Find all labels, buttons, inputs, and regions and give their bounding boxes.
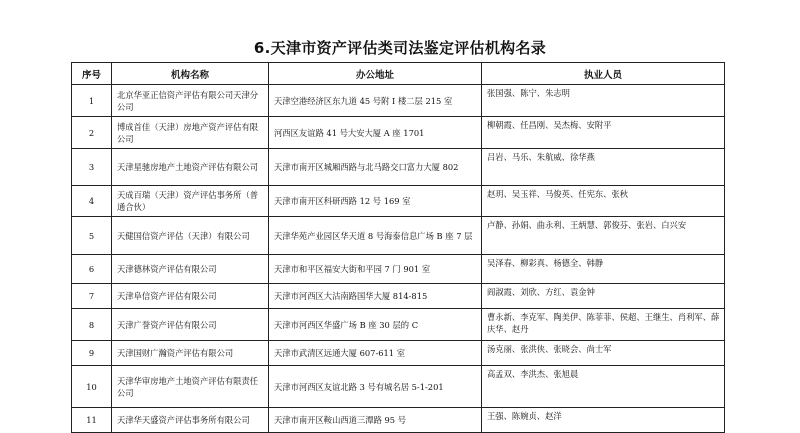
table-row (72, 186, 725, 217)
cell-name: 天津阜信资产评估有限公司 (112, 284, 269, 309)
cell-staff: 阎淑霞、刘欣、方红、袁金钟 (482, 284, 725, 309)
cell-no: 8 (72, 309, 112, 341)
cell-no: 6 (72, 255, 112, 284)
cell-staff: 卢静、孙娟、曲永利、王炳慧、郭俊芬、张岩、白兴安 (482, 217, 725, 255)
cell-staff: 张国强、陈宁、朱志明 (482, 85, 725, 117)
cell-no: 2 (72, 117, 112, 149)
cell-name: 天津星驰房地产土地资产评估有限公司 (112, 149, 269, 186)
cell-name: 天成百瑞（天津）资产评估事务所（普通合伙） (112, 186, 269, 217)
cell-address: 天津华苑产业园区华天道 8 号海泰信息广场 B 座 7 层 (269, 217, 482, 255)
cell-staff: 高孟双、李洪杰、张旭晨 (482, 366, 725, 408)
table-row (72, 284, 725, 309)
table-row (72, 217, 725, 255)
cell-address: 天津市武清区远通大厦 607-611 室 (269, 341, 482, 366)
cell-address: 天津市和平区福安大街和平园 7 门 901 室 (269, 255, 482, 284)
cell-address: 天津市河西区华盛广场 B 座 30 层的 C (269, 309, 482, 341)
cell-name: 天津华天盛资产评估事务所有限公司 (112, 408, 269, 433)
cell-staff: 吕岩、马乐、朱航威、徐华燕 (482, 149, 725, 186)
cell-address: 河西区友谊路 41 号大安大厦 A 座 1701 (269, 117, 482, 149)
table-row (72, 408, 725, 433)
cell-address: 天津市南开区科研西路 12 号 169 室 (269, 186, 482, 217)
table-row (72, 117, 725, 149)
cell-name: 天津德林资产评估有限公司 (112, 255, 269, 284)
cell-staff: 汤克丽、张洪侠、张晓会、尚士军 (482, 341, 725, 366)
header-name: 机构名称 (112, 63, 269, 85)
cell-staff: 曹永新、李克军、陶美伊、陈菲菲、侯超、王继生、肖利军、薛庆华、赵丹 (482, 309, 725, 341)
page-title: 6.天津市资产评估类司法鉴定评估机构名录 (253, 39, 547, 57)
cell-name: 北京华亚正信资产评估有限公司天津分公司 (112, 85, 269, 117)
cell-name: 天津广誉资产评估有限公司 (112, 309, 269, 341)
header-staff: 执业人员 (482, 63, 725, 85)
cell-address: 天津市南开区鞍山西道三潭路 95 号 (269, 408, 482, 433)
cell-no: 7 (72, 284, 112, 309)
cell-address: 天津空港经济区东九道 45 号附 I 楼二层 215 室 (269, 85, 482, 117)
table-row (72, 366, 725, 408)
cell-name: 天津华审房地产土地资产评估有限责任公司 (112, 366, 269, 408)
table-row (72, 85, 725, 117)
cell-no: 9 (72, 341, 112, 366)
institution-table (71, 62, 725, 433)
cell-address: 天津市河西区大沽南路国华大厦 814-815 (269, 284, 482, 309)
cell-no: 3 (72, 149, 112, 186)
cell-name: 天津国财广瀚资产评估有限公司 (112, 341, 269, 366)
cell-staff: 赵玥、吴玉祥、马俊英、任宪东、张秋 (482, 186, 725, 217)
table-header-row (72, 63, 725, 85)
cell-no: 4 (72, 186, 112, 217)
cell-no: 11 (72, 408, 112, 433)
cell-staff: 柳朝霞、任昌刚、吴杰梅、安附平 (482, 117, 725, 149)
cell-no: 1 (72, 85, 112, 117)
header-no: 序号 (72, 63, 112, 85)
table-row (72, 255, 725, 284)
cell-name: 博成首佳（天津）房地产资产评估有限公司 (112, 117, 269, 149)
cell-address: 天津市南开区城厢西路与北马路交口富力大厦 802 (269, 149, 482, 186)
cell-no: 10 (72, 366, 112, 408)
cell-staff: 吴泽春、柳彩真、杨德全、韩静 (482, 255, 725, 284)
header-address: 办公地址 (269, 63, 482, 85)
cell-name: 天健国信资产评估（天津）有限公司 (112, 217, 269, 255)
cell-no: 5 (72, 217, 112, 255)
table-row (72, 341, 725, 366)
table-row (72, 309, 725, 341)
cell-staff: 王强、陈婉贞、赵洋 (482, 408, 725, 433)
table-row (72, 149, 725, 186)
cell-address: 天津市河西区友谊北路 3 号有城名居 5-1-201 (269, 366, 482, 408)
